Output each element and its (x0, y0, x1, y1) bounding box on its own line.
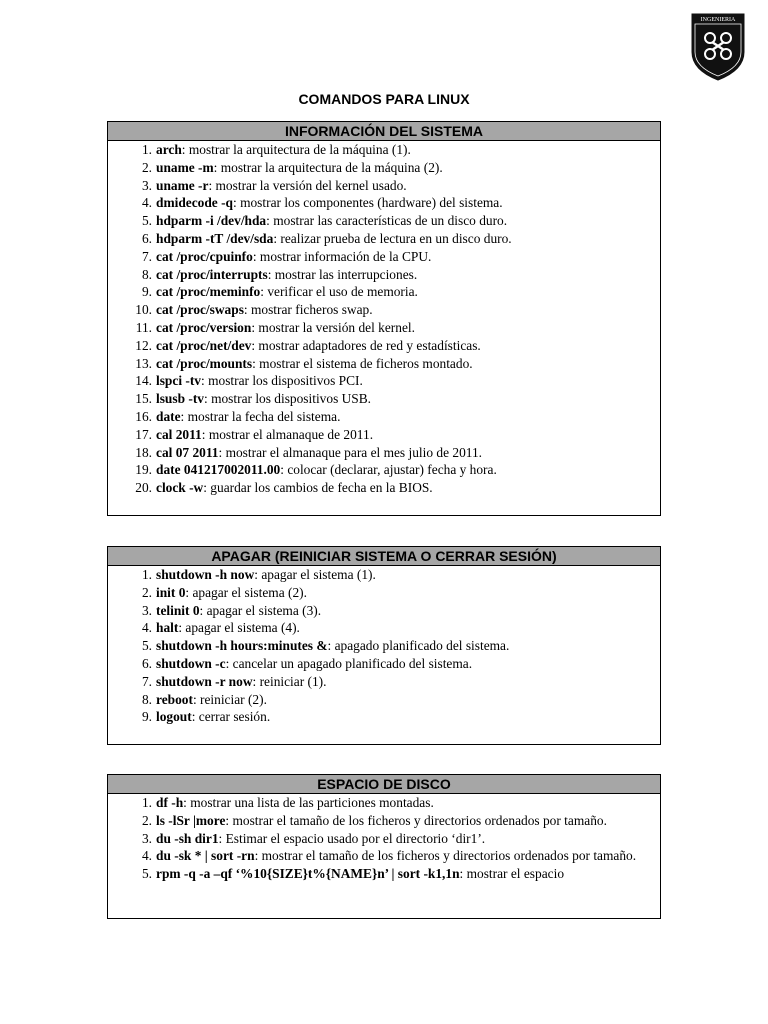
item-text (156, 847, 652, 865)
list-item (108, 708, 652, 726)
command-description: : guardar los cambios de fecha en la BIOS. (203, 480, 433, 496)
command-list (108, 141, 660, 497)
item-number: 2. (141, 584, 152, 600)
command-name: cat /proc/version (156, 319, 252, 335)
item-text (156, 194, 652, 212)
command-description: : reiniciar (1). (252, 673, 327, 689)
item-text (156, 655, 652, 673)
list-item (108, 619, 652, 637)
item-number: 5. (141, 638, 152, 654)
command-name: lsusb -tv (156, 391, 204, 407)
command-name: ls -lSr |more (156, 812, 226, 828)
command-name: lspci -tv (156, 373, 202, 389)
list-item (108, 283, 652, 301)
list-item (108, 337, 652, 355)
command-name: logout (156, 709, 192, 725)
command-name: telinit 0 (156, 602, 200, 618)
command-description: : mostrar los dispositivos PCI. (201, 373, 363, 389)
list-item (108, 426, 652, 444)
list-item (108, 301, 652, 319)
list-item (108, 266, 652, 284)
item-number: 16. (135, 408, 152, 424)
list-item (108, 479, 652, 497)
item-text (156, 602, 652, 620)
section-header: INFORMACIÓN DEL SISTEMA (108, 122, 660, 141)
command-description: : mostrar el espacio (459, 866, 565, 882)
command-name: du -sh dir1 (156, 830, 219, 846)
item-number: 13. (135, 355, 152, 371)
logo-text: INGENIERIA (700, 17, 736, 23)
item-text (156, 212, 652, 230)
command-name: shutdown -c (156, 655, 226, 671)
command-description: : mostrar el tamaño de los ficheros y directorios ordenados por tamaño. (225, 812, 607, 828)
command-description: : mostrar una lista de las particiones montadas. (183, 795, 434, 810)
command-description: : Estimar el espacio usado por el directorio ‘dir1’. (218, 830, 486, 846)
item-text (156, 390, 652, 408)
command-name: halt (156, 620, 179, 636)
list-item (108, 390, 652, 408)
command-description: : colocar (declarar, ajustar) fecha y hora. (280, 462, 497, 478)
item-text (156, 673, 652, 691)
item-number: 6. (141, 655, 152, 671)
item-number: 9. (141, 709, 152, 725)
item-number: 5. (141, 213, 152, 229)
list-item (108, 319, 652, 337)
item-text (156, 830, 652, 848)
list-item (108, 637, 652, 655)
item-number: 20. (135, 480, 152, 496)
command-description: : mostrar la arquitectura de la máquina (1). (181, 142, 411, 157)
item-text (156, 355, 652, 373)
command-description: : reiniciar (2). (192, 691, 267, 707)
item-text (156, 444, 652, 462)
list-item (108, 212, 652, 230)
command-name: init 0 (156, 584, 186, 600)
command-name: hdparm -tT /dev/sda (156, 230, 274, 246)
list-item (108, 141, 652, 159)
item-text (156, 691, 652, 709)
item-text (156, 865, 652, 883)
item-number: 2. (141, 159, 152, 175)
list-item (108, 602, 652, 620)
command-description: : mostrar información de la CPU. (252, 248, 432, 264)
list-item (108, 655, 652, 673)
item-text (156, 159, 652, 177)
command-name: uname -m (156, 159, 214, 175)
list-item (108, 673, 652, 691)
list-item (108, 865, 652, 883)
command-description: : mostrar la arquitectura de la máquina (2). (213, 159, 443, 175)
item-text (156, 566, 652, 584)
list-item (108, 830, 652, 848)
item-text (156, 337, 652, 355)
item-number: 4. (141, 620, 152, 636)
item-number: 12. (135, 337, 152, 353)
list-item (108, 408, 652, 426)
section-header: APAGAR (REINICIAR SISTEMA O CERRAR SESIÓN) (108, 547, 660, 566)
list-item (108, 847, 652, 865)
item-number: 11. (135, 319, 152, 335)
command-name: date (156, 408, 181, 424)
command-description: : mostrar el almanaque para el mes julio de 2011. (218, 444, 483, 460)
item-text (156, 408, 652, 426)
command-name: reboot (156, 691, 193, 707)
item-text (156, 141, 652, 159)
command-name: hdparm -i /dev/hda (156, 213, 267, 229)
item-text (156, 461, 652, 479)
item-number: 9. (141, 284, 152, 300)
command-description: : mostrar las interrupciones. (267, 266, 418, 282)
command-name: clock -w (156, 480, 204, 496)
item-number: 15. (135, 391, 152, 407)
command-name: cat /proc/net/dev (156, 337, 252, 353)
item-number: 7. (141, 673, 152, 689)
item-text (156, 177, 652, 195)
item-number: 18. (135, 444, 152, 460)
item-number: 1. (141, 567, 152, 582)
command-name: shutdown -h now (156, 567, 255, 582)
command-description: : apagar el sistema (1). (254, 567, 376, 582)
command-description: : cerrar sesión. (191, 709, 271, 725)
command-description: : mostrar la versión del kernel usado. (208, 177, 407, 193)
list-item (108, 812, 652, 830)
command-description: : cancelar un apagado planificado del sistema. (225, 655, 473, 671)
item-text (156, 584, 652, 602)
command-name: dmidecode -q (156, 195, 233, 211)
list-item (108, 230, 652, 248)
command-name: cal 07 2011 (156, 444, 219, 460)
list-item (108, 372, 652, 390)
list-item (108, 794, 652, 812)
command-name: shutdown -r now (156, 673, 253, 689)
item-text (156, 283, 652, 301)
section-shutdown (107, 546, 661, 745)
item-number: 6. (141, 230, 152, 246)
item-number: 1. (141, 142, 152, 157)
command-description: : verificar el uso de memoria. (260, 284, 418, 300)
command-name: arch (156, 142, 182, 157)
command-description: : mostrar ficheros swap. (243, 302, 373, 318)
item-number: 7. (141, 248, 152, 264)
command-description: : mostrar el tamaño de los ficheros y directorios ordenados por tamaño. (254, 848, 637, 864)
item-number: 10. (135, 302, 152, 318)
item-text (156, 248, 652, 266)
document-title: COMANDOS PARA LINUX (298, 91, 470, 107)
item-number: 14. (135, 373, 152, 389)
item-text (156, 301, 652, 319)
item-number: 3. (141, 602, 152, 618)
command-description: : mostrar las características de un disco duro. (266, 213, 508, 229)
command-list (108, 794, 660, 883)
section-system-info (107, 121, 661, 516)
list-item (108, 444, 652, 462)
item-number: 1. (141, 795, 152, 810)
item-number: 2. (141, 812, 152, 828)
list-item (108, 248, 652, 266)
item-number: 3. (141, 830, 152, 846)
command-description: : mostrar los dispositivos USB. (204, 391, 372, 407)
university-crest-logo (690, 12, 746, 82)
section-header: ESPACIO DE DISCO (108, 775, 660, 794)
item-text (156, 637, 652, 655)
item-text (156, 230, 652, 248)
command-description: : realizar prueba de lectura en un disco duro. (273, 230, 512, 246)
command-name: cat /proc/cpuinfo (156, 248, 253, 264)
item-number: 8. (141, 266, 152, 282)
item-number: 17. (135, 426, 152, 442)
command-description: : mostrar la fecha del sistema. (180, 408, 341, 424)
item-number: 3. (141, 177, 152, 193)
item-text (156, 426, 652, 444)
command-description: : mostrar la versión del kernel. (251, 319, 415, 335)
list-item (108, 159, 652, 177)
item-number: 5. (141, 866, 152, 882)
item-text (156, 372, 652, 390)
item-text (156, 794, 652, 812)
command-name: cal 2011 (156, 426, 202, 442)
command-description: : mostrar el sistema de ficheros montado. (252, 355, 473, 371)
command-name: cat /proc/swaps (156, 302, 244, 318)
command-name: cat /proc/interrupts (156, 266, 268, 282)
command-description: : apagar el sistema (2). (185, 584, 307, 600)
command-name: uname -r (156, 177, 209, 193)
command-description: : mostrar los componentes (hardware) del sistema. (233, 195, 503, 211)
item-text (156, 812, 652, 830)
item-text (156, 319, 652, 337)
command-name: cat /proc/mounts (156, 355, 253, 371)
command-name: du -sk * | sort -rn (156, 848, 255, 864)
item-text (156, 619, 652, 637)
command-list (108, 566, 660, 726)
list-item (108, 461, 652, 479)
list-item (108, 355, 652, 373)
command-name: shutdown -h hours:minutes & (156, 638, 328, 654)
item-text (156, 708, 652, 726)
item-number: 19. (135, 462, 152, 478)
command-name: rpm -q -a –qf ‘%10{SIZE}t%{NAME}n’ | sort -k1,1n (156, 866, 460, 882)
item-number: 8. (141, 691, 152, 707)
item-text (156, 479, 652, 497)
item-number: 4. (141, 195, 152, 211)
command-description: : apagar el sistema (4). (178, 620, 300, 636)
command-description: : apagar el sistema (3). (199, 602, 322, 618)
command-description: : mostrar adaptadores de red y estadísticas. (251, 337, 481, 353)
list-item (108, 691, 652, 709)
section-disk-space (107, 774, 661, 919)
list-item (108, 566, 652, 584)
command-name: cat /proc/meminfo (156, 284, 261, 300)
command-description: : mostrar el almanaque de 2011. (201, 426, 374, 442)
list-item (108, 584, 652, 602)
item-text (156, 266, 652, 284)
command-name: df -h (156, 795, 184, 810)
list-item (108, 194, 652, 212)
command-name: date 041217002011.00 (156, 462, 281, 478)
command-description: : apagado planificado del sistema. (327, 638, 510, 654)
list-item (108, 177, 652, 195)
item-number: 4. (141, 848, 152, 864)
